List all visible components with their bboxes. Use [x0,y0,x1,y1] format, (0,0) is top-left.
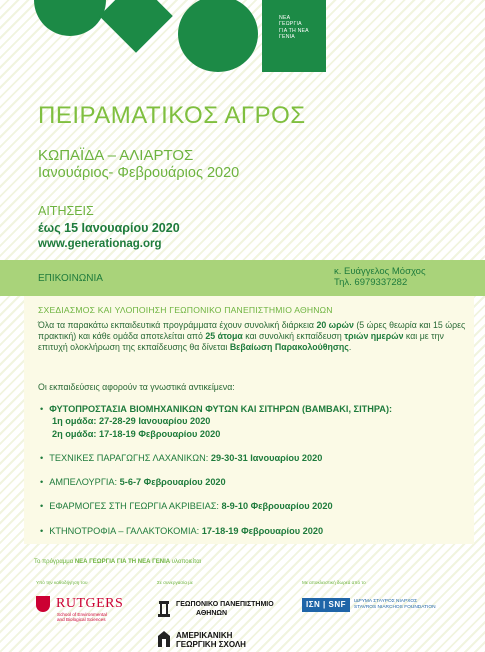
snf-name [354,599,436,611]
bullet-icon: • [40,453,44,463]
rutgers-sub-line: School of Environmental [57,612,107,617]
page-title: ΠΕΙΡΑΜΑΤΙΚΟΣ ΑΓΡΟΣ [38,102,306,129]
intro-people: 25 άτομα [205,331,243,341]
website-link[interactable]: www.generationag.org [38,238,162,250]
course-date: 29-30-31 Ιανουαρίου 2020 [208,453,323,463]
bullet-icon: • [40,526,44,536]
aua-line: ΑΘΗΝΩΝ [196,610,228,617]
course-group: 2η ομάδα: 17-18-19 Φεβρουαρίου 2020 [52,429,221,439]
brand-line: ΓΕΩΡΓΙΑ [279,21,302,28]
contact-label: ΕΠΙΚΟΙΝΩΝΙΑ [38,273,103,284]
period-dates: Ιανουάριος- Φεβρουάριος 2020 [38,165,240,181]
bullet-icon: • [40,477,44,487]
course-item [40,453,322,463]
ags-name [176,631,246,649]
brand-logo-box [262,0,326,72]
intro-hours: 20 ωρών [316,320,354,330]
subjects-intro: Οι εκπαιδεύσεις αφορούν τα γνωστικά αντικείμενα: [38,382,235,392]
course-name: ΚΤΗΝΟΤΡΟΦΙΑ – ΓΑΛΑΚΤΟΚΟΜΙΑ: [49,526,200,536]
intro-certificate: Βεβαίωση Παρακολούθησης [229,342,349,352]
course-item [40,526,323,536]
intro-text: . [348,342,352,352]
snf-line: ΙΔΡΥΜΑ ΣΤΑΥΡΟΣ ΝΙΑΡΧΟΣ [354,599,418,604]
course-date: 17-18-19 Φεβρουαρίου 2020 [199,526,324,536]
program-heading: ΣΧΕΔΙΑΣΜΟΣ ΚΑΙ ΥΛΟΠΟΙΗΣΗ ΓΕΩΠΟΝΙΚΟ ΠΑΝΕΠΙΣΤΗΜΙΟ ΑΘΗΝΩΝ [38,305,333,315]
cooperation-label: Σε συνεργασία με [157,580,193,585]
brand-line: ΓΕΝΙΑ [279,34,295,41]
location-subtitle: ΚΩΠΑΪΔΑ – ΑΛΙΑΡΤΟΣ [38,147,194,164]
bullet-icon: • [40,501,44,511]
intro-days: τριών ημερών [344,331,404,341]
program-intro [38,320,470,353]
ags-line: ΓΕΩΡΓΙΚΗ ΣΧΟΛΗ [176,640,246,649]
funding-label: Με αποκλειστική δωρεά από το [302,580,366,585]
course-name: ΑΜΠΕΛΟΥΡΓΙΑ: [49,477,118,487]
intro-text: και με την επιτυχή ολοκλήρωση της εκπαίδευσης θα δίνεται [38,331,444,352]
contact-phone[interactable]: Τηλ. 6979337282 [334,277,408,288]
footer-note-brand: ΝΕΑ ΓΕΩΡΓΙΑ ΓΙΑ ΤΗ ΝΕΑ ΓΕΝΙΑ [74,559,171,565]
rutgers-name: RUTGERS [56,596,124,611]
course-name: ΦΥΤΟΠΡΟΣΤΑΣΙΑ ΒΙΟΜΗΧΑΝΙΚΩΝ ΦΥΤΩΝ ΚΑΙ ΣΙΤΗΡΩΝ (ΒΑΜΒΑΚΙ, ΣΙΤΗΡΑ): [49,404,393,414]
course-item [40,501,333,511]
intro-text: (5 ώρες θεωρία και 15 ώρες πρακτική) και κάθε ομάδα αποτελείται από [38,320,466,341]
applications-label: ΑΙΤΗΣΕΙΣ [38,204,94,218]
course-date: 8-9-10 Φεβρουαρίου 2020 [218,501,333,511]
footer-note-text: υλοποιείται [170,559,202,565]
brand-line: ΓΙΑ ΤΗ ΝΕΑ [279,27,309,34]
footer-note [34,559,201,565]
rutgers-sub-line: and Biological Sciences [57,617,106,623]
aua-name [176,600,274,618]
aua-emblem-icon [157,600,171,618]
contact-details [334,266,426,288]
course-item [40,404,392,414]
ags-emblem-icon [157,630,171,648]
applications-deadline: έως 15 Ιανουαρίου 2020 [38,221,180,235]
course-name: ΕΦΑΡΜΟΓΕΣ ΣΤΗ ΓΕΩΡΓΙΑ ΑΚΡΙΒΕΙΑΣ: [49,501,219,511]
intro-text: Όλα τα παρακάτω εκπαιδευτικά προγράμματα έχουν συνολική διάρκεια [38,320,317,330]
course-item [40,477,226,487]
rutgers-subtitle [57,612,107,623]
snf-line: STAVROS NIARCHOS FOUNDATION [354,604,436,610]
coordination-label: Υπό την καθοδήγηση του [36,580,88,585]
ags-line: ΑΜΕΡΙΚΑΝΙΚΗ [176,631,233,640]
brand-line: ΝΕΑ [279,15,291,21]
contact-person: κ. Ευάγγελος Μόσχος [334,266,426,277]
bullet-icon: • [40,404,44,414]
aua-line: ΓΕΩΠΟΝΙΚΟ ΠΑΝΕΠΙΣΤΗΜΙΟ [176,601,274,608]
course-date: 5-6-7 Φεβρουαρίου 2020 [117,477,226,487]
course-name: ΤΕΧΝΙΚΕΣ ΠΑΡΑΓΩΓΗΣ ΛΑΧΑΝΙΚΩΝ: [49,453,209,463]
footer-note-text: Το πρόγραμμα [34,559,75,565]
intro-text: και συνολική εκπαίδευση [242,331,345,341]
course-group: 1η ομάδα: 27-28-29 Ιανουαρίου 2020 [52,416,211,426]
snf-logo: ΙΣΝ | SNF [302,598,350,612]
rutgers-shield-icon [36,596,50,612]
